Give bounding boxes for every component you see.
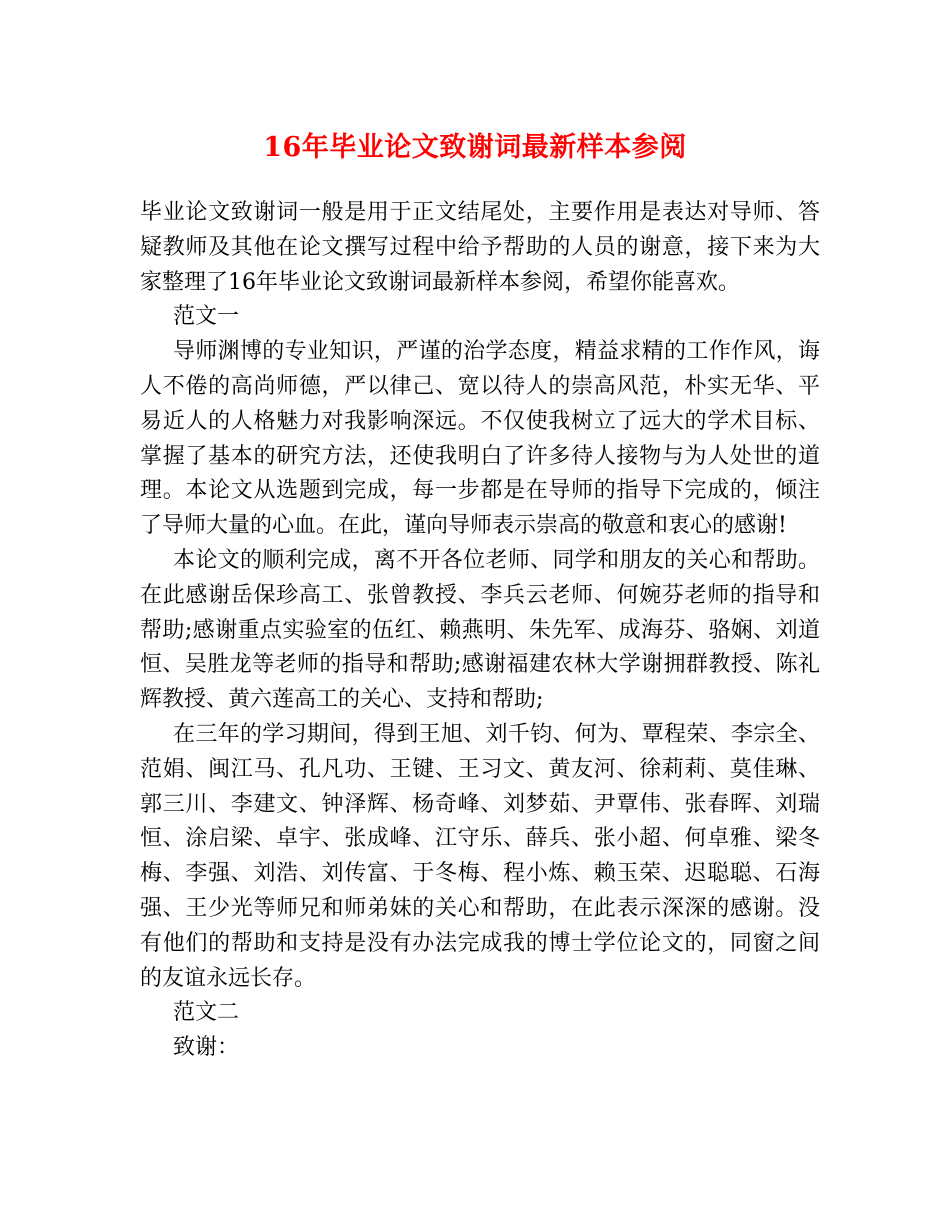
section-heading-sample-two: 范文二 xyxy=(173,1000,240,1026)
body-paragraph: 导师渊博的专业知识，严谨的治学态度，精益求精的工作作风，诲人不倦的高尚师德，严以律己、宽以待人的崇高风范，朴实无华、平易近人的人格魅力对我影响深远。不仅使我树立了远大的学术目标、掌握了基本的研究方法，还使我明白了许多待人接物与为人处世的道理。本论文从选题到完成，每一步都是在导师的指导下完成的，倾注了导师大量的心血。在此，谨向导师表示崇高的敬意和衷心的感谢! xyxy=(140,339,820,539)
intro-paragraph: 毕业论文致谢词一般是用于正文结尾处，主要作用是表达对导师、答疑教师及其他在论文撰写过程中给予帮助的人员的谢意，接下来为大家整理了16年毕业论文致谢词最新样本参阅，希望你能喜欢。 xyxy=(140,200,820,295)
body-paragraph: 在三年的学习期间，得到王旭、刘千钧、何为、覃程荣、李宗全、范娟、闽江马、孔凡功、王键、王习文、黄友河、徐莉莉、莫佳琳、郭三川、李建文、钟泽辉、杨奇峰、刘梦茹、尹覃伟、张春晖、刘瑞恒、涂启梁、卓宇、张成峰、江守乐、薛兵、张小超、何卓雅、梁冬梅、李强、刘浩、刘传富、于冬梅、程小炼、赖玉荣、迟聪聪、石海强、王少光等师兄和师弟妹的关心和帮助，在此表示深深的感谢。没有他们的帮助和支持是没有办法完成我的博士学位论文的，同窗之间的友谊永远长存。 xyxy=(140,721,820,991)
section-heading-sample-one: 范文一 xyxy=(173,304,240,330)
body-paragraph: 本论文的顺利完成，离不开各位老师、同学和朋友的关心和帮助。在此感谢岳保珍高工、张曾教授、李兵云老师、何婉芬老师的指导和帮助;感谢重点实验室的伍红、赖燕明、朱先军、成海芬、骆娴、刘道恒、吴胜龙等老师的指导和帮助;感谢福建农林大学谢拥群教授、陈礼辉教授、黄六莲高工的关心、支持和帮助; xyxy=(140,547,820,713)
document-body xyxy=(140,196,820,1066)
document-title: 16年毕业论文致谢词最新样本参阅 xyxy=(263,132,687,163)
acknowledgement-label: 致谢： xyxy=(173,1035,240,1061)
